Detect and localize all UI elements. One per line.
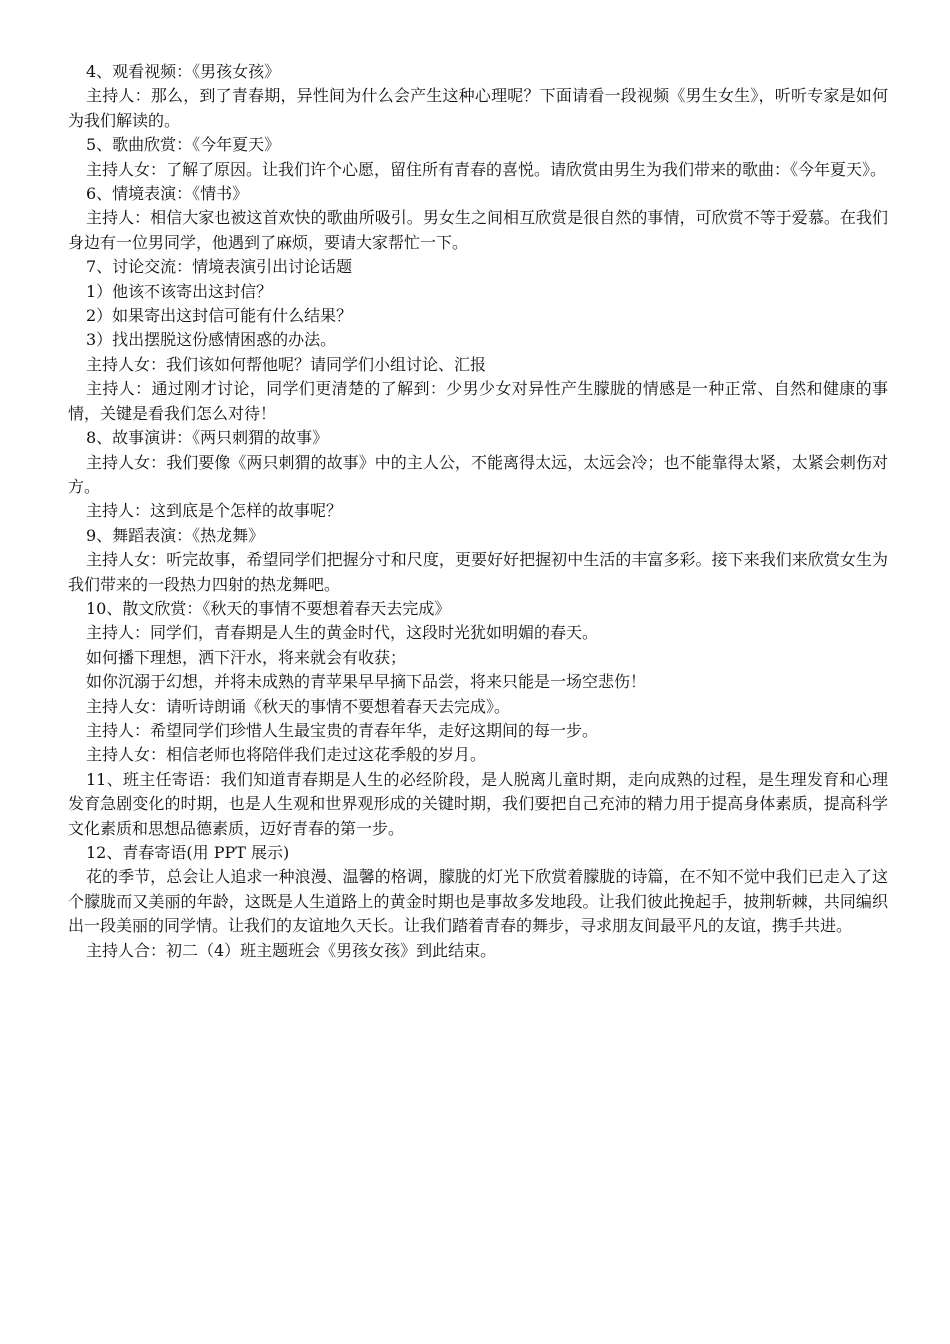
host-line: 主持人：同学们，青春期是人生的黄金时代，这段时光犹如明媚的春天。 — [86, 623, 599, 643]
closing-line: 主持人合：初二（4）班主题班会《男孩女孩》到此结束。 — [86, 940, 497, 960]
discussion-question: 2）如果寄出这封信可能有什么结果？ — [86, 306, 353, 326]
host-line: 主持人：希望同学们珍惜人生最宝贵的青春年华，走好这期间的每一步。 — [86, 720, 599, 740]
host-line: 主持人女：了解了原因。让我们许个心愿，留住所有青春的喜悦。请欣赏由男生为我们带来的歌曲：《今年夏天》。 — [86, 159, 887, 179]
section-heading-youth-message: 12、青春寄语(用 PPT 展示) — [86, 843, 290, 862]
section-heading-drama: 6、情境表演：《情书》 — [86, 184, 249, 204]
host-line: 主持人女：我们要像《两只刺猬的故事》中的主人公，不能离得太远，太远会冷；也不能靠得太紧，太紧会刺伤对方。 — [68, 452, 888, 496]
section-heading-song: 5、歌曲欣赏：《今年夏天》 — [86, 135, 281, 155]
host-line: 主持人女：听完故事，希望同学们把握分寸和尺度，更要好好把握初中生活的丰富多彩。接下来我们来欣赏女生为我们带来的一段热力四射的热龙舞吧。 — [68, 550, 888, 594]
host-line: 主持人女：相信老师也将陪伴我们走过这花季般的岁月。 — [86, 745, 487, 765]
host-line: 主持人女：请听诗朗诵《秋天的事情不要想着春天去完成》。 — [86, 696, 511, 716]
document-page — [68, 60, 888, 963]
host-line: 主持人女：我们该如何帮他呢？请同学们小组讨论、汇报 — [86, 354, 487, 374]
section-heading-story: 8、故事演讲：《两只刺猬的故事》 — [86, 428, 329, 448]
section-heading-discussion: 7、讨论交流：情境表演引出讨论话题 — [86, 257, 353, 277]
section-heading-dance: 9、舞蹈表演：《热龙舞》 — [86, 525, 265, 545]
host-line: 主持人：这到底是个怎样的故事呢？ — [86, 501, 343, 521]
discussion-question: 3）找出摆脱这份感情困惑的办法。 — [86, 330, 337, 350]
prose-line: 如何播下理想，洒下汗水，将来就会有收获； — [86, 647, 407, 667]
prose-line: 如你沉溺于幻想，并将未成熟的青苹果早早摘下品尝，将来只能是一场空悲伤！ — [86, 672, 647, 692]
host-line: 主持人：那么，到了青春期，异性间为什么会产生这种心理呢？下面请看一段视频《男生女生》，听听专家是如何为我们解读的。 — [68, 86, 888, 130]
host-line: 主持人：相信大家也被这首欢快的歌曲所吸引。男女生之间相互欣赏是很自然的事情，可欣赏不等于爱慕。在我们身边有一位男同学，他遇到了麻烦，要请大家帮忙一下。 — [68, 208, 888, 252]
section-heading-video: 4、观看视频：《男孩女孩》 — [86, 62, 281, 81]
host-line: 主持人：通过刚才讨论，同学们更清楚的了解到：少男少女对异性产生朦胧的情感是一种正常、自然和健康的事情，关键是看我们怎么对待！ — [68, 379, 888, 423]
youth-message-body: 花的季节，总会让人追求一种浪漫、温馨的格调，朦胧的灯光下欣赏着朦胧的诗篇，在不知不觉中我们已走入了这个朦胧而又美丽的年龄，这既是人生道路上的黄金时期也是事故多发地段。让我们彼此挽起手，披荆斩棘，共同编织出一段美丽的同学情。让我们的友谊地久天长。让我们踏着青春的舞步，寻求朋友间最平凡的友谊，携手共进。 — [68, 867, 888, 936]
discussion-question: 1）他该不该寄出这封信？ — [86, 281, 273, 301]
section-heading-prose: 10、散文欣赏：《秋天的事情不要想着春天去完成》 — [86, 598, 451, 618]
section-teacher-message: 11、班主任寄语：我们知道青春期是人生的必经阶段，是人脱离儿童时期，走向成熟的过程，是生理发育和心理发育急剧变化的时期，也是人生观和世界观形成的关键时期，我们要把自己充沛的精力用于提高身体素质，提高科学文化素质和思想品德素质，迈好青春的第一步。 — [68, 769, 888, 838]
